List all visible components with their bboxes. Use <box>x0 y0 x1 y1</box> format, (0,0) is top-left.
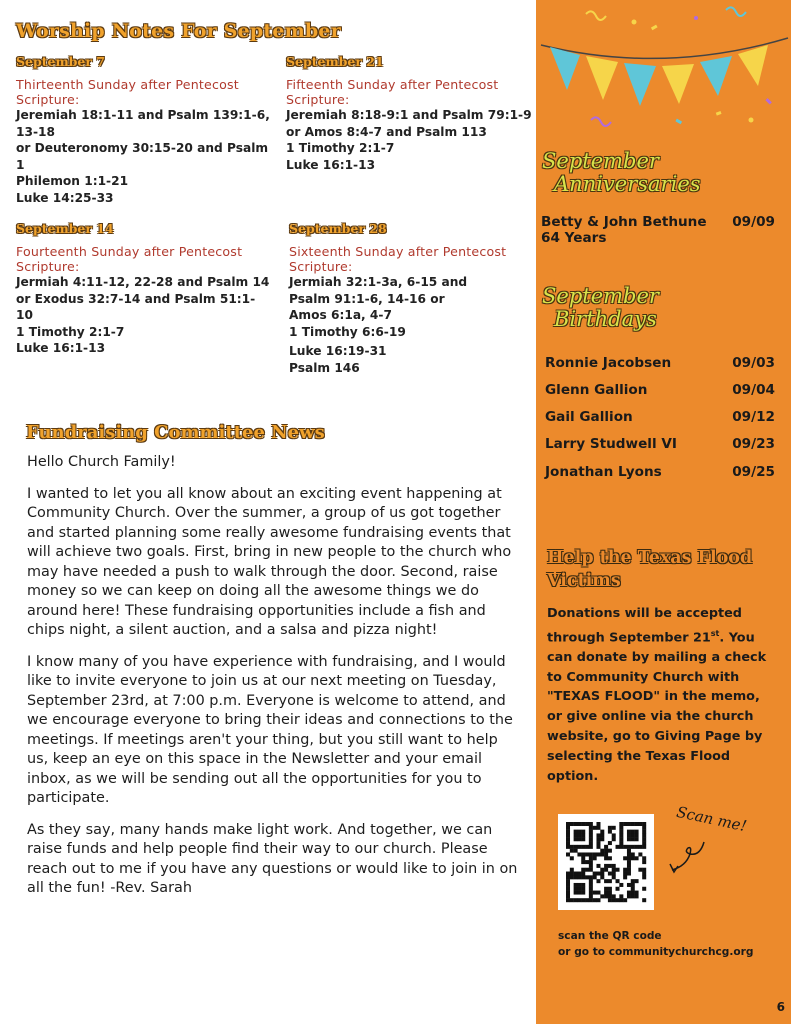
week-occasion: Sixteenth Sunday after Pentecost Scripture: <box>289 244 507 274</box>
anniversary-row <box>541 214 775 246</box>
week-readings: Jeremiah 8:18-9:1 and Psalm 79:1-9 or Amos 8:4-7 and Psalm 113 1 Timothy 2:1-7 Luke 16:1-13 <box>286 108 532 172</box>
birthday-row <box>545 464 775 480</box>
fundraising-title: Fundraising Committee News <box>26 422 325 443</box>
week-date: September 14 <box>16 221 114 236</box>
birthday-name: Ronnie Jacobsen <box>545 355 672 371</box>
birthdays-title: September Birthdays <box>542 284 659 331</box>
texas-flood-body: Donations will be accepted through September 21st. You can donate by mailing a check to Community Church with "TEXAS FLOOD" in the memo, or give online via the church website, go to Giving Page by selecting the Texas Flood option. <box>547 606 767 784</box>
birthday-date: 09/04 <box>732 382 775 398</box>
week-date: September 21 <box>286 54 384 69</box>
week-sept-21 <box>286 54 541 173</box>
fundraising-body <box>27 453 523 911</box>
week-occasion: Fourteenth Sunday after Pentecost Scripture: <box>16 244 243 274</box>
party-bunting-icon <box>536 0 791 150</box>
birthday-name: Glenn Gallion <box>545 382 648 398</box>
week-sept-7 <box>16 54 271 206</box>
birthday-row <box>545 355 775 371</box>
fundraising-paragraph: As they say, many hands make light work. And together, we can raise funds and help people find their way to our church. Please reach out to me if you have any questions or would like to join in on all the fun! -Rev. Sarah <box>27 821 518 896</box>
qr-caption: scan the QR code or go to communitychurchcg.org <box>558 930 754 958</box>
birthday-row <box>545 382 775 398</box>
week-readings: Jermiah 32:1-3a, 6-15 and Psalm 91:1-6, 14-16 or Amos 6:1a, 4-7 1 Timothy 6:6-19 Luke 16:19-31 Psalm 146 <box>289 275 468 375</box>
anniversary-name: Betty & John Bethune <box>541 214 707 230</box>
week-occasion: Fifteenth Sunday after Pentecost Scripture: <box>286 77 499 107</box>
texas-flood-title: Help the Texas Flood Victims <box>547 548 753 591</box>
fundraising-paragraph: I know many of you have experience with fundraising, and I would like to invite everyone to join us at our next meeting on Tuesday, September 23rd, at 7:00 p.m. Everyone is welcome to attend, and we encourage everyone to bring their ideas and connections to the meetings. If meetings aren't your thing, but you still want to help us, keep an eye on this space in the Newsletter and your email inbox, as we will be sending out all the opportunities for you to participate. <box>27 653 513 806</box>
birthday-date: 09/12 <box>732 409 775 425</box>
birthday-date: 09/03 <box>732 355 775 371</box>
fundraising-paragraph: Hello Church Family! <box>27 454 176 470</box>
scan-me-label: Scan me! <box>674 802 749 836</box>
birthday-name: Larry Studwell VI <box>545 436 677 452</box>
anniversaries-title: September Anniversaries <box>542 149 701 196</box>
curved-arrow-icon <box>664 838 714 878</box>
birthday-name: Gail Gallion <box>545 409 633 425</box>
sidebar <box>536 0 791 1024</box>
week-date: September 7 <box>16 54 106 69</box>
week-readings: Jermiah 4:11-12, 22-28 and Psalm 14 or Exodus 32:7-14 and Psalm 51:1-10 1 Timothy 2:1-7 Luke 16:1-13 <box>16 275 270 355</box>
fundraising-paragraph: I wanted to let you all know about an exciting event happening at Community Church. Over the summer, a group of us got together and started planning some really awesome fundraising events that will achieve two goals. First, bring in new people to the church who may have needed a push to walk through the door. Second, raise money so we can keep on doing all the awesome things we do around here! These fundraising opportunities include a fish and chips night, a silent auction, and a salsa and pizza night! <box>27 485 512 638</box>
week-sept-14 <box>16 221 271 357</box>
birthday-row <box>545 409 775 425</box>
anniversary-years: 64 Years <box>541 230 607 246</box>
birthday-date: 09/25 <box>732 464 775 480</box>
birthday-date: 09/23 <box>732 436 775 452</box>
week-occasion: Thirteenth Sunday after Pentecost Scripture: <box>16 77 239 107</box>
worship-notes-title: Worship Notes For September <box>16 20 341 42</box>
anniversary-date: 09/09 <box>732 214 775 230</box>
week-date: September 28 <box>289 221 387 236</box>
page-number: 6 <box>776 1000 785 1014</box>
birthday-name: Jonathan Lyons <box>545 464 662 480</box>
birthday-row <box>545 436 775 452</box>
week-sept-28 <box>289 221 544 376</box>
week-readings: Jeremiah 18:1-11 and Psalm 139:1-6, 13-18 or Deuteronomy 30:15-20 and Psalm 1 Philemon 1:1-21 Luke 14:25-33 <box>16 108 270 205</box>
qr-code-icon <box>558 814 654 910</box>
qr-code[interactable] <box>558 814 654 910</box>
